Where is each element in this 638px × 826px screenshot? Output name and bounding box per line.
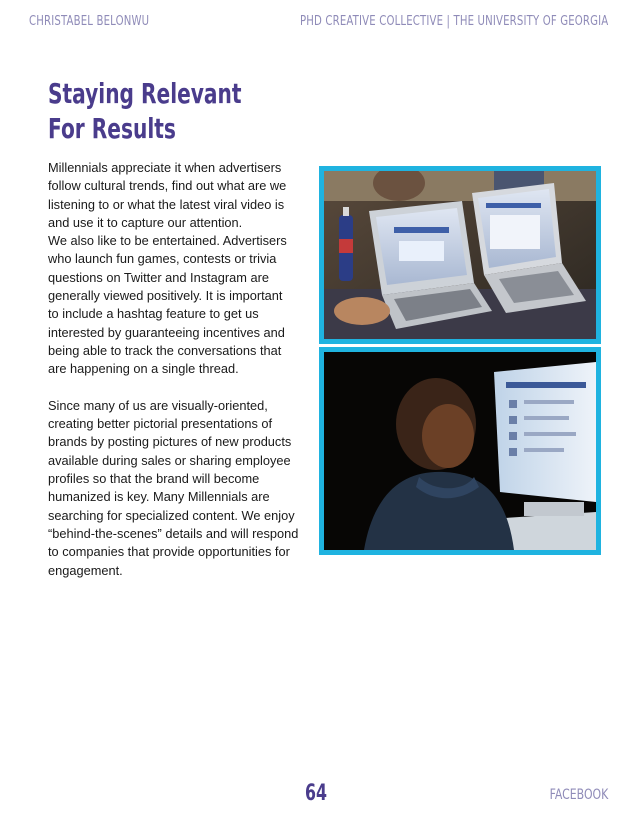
- paragraph-1-line: to include a hashtag feature to get us: [48, 306, 259, 322]
- paragraph-1-line: questions on Twitter and Instagram are: [48, 269, 269, 285]
- page-title-line-2: For Results: [48, 112, 176, 145]
- body-text: [48, 159, 316, 580]
- header-author: CHRISTABEL BELONWU: [29, 14, 150, 29]
- photo-students-laptops: [319, 166, 601, 344]
- photo-student-desktop: [319, 347, 601, 555]
- paragraph-2-line: profiles so that the brand will become: [48, 471, 260, 487]
- paragraph-1-line: interested by guaranteeing incentives and: [48, 324, 285, 340]
- paragraph-2-line: Since many of us are visually-oriented,: [48, 397, 268, 413]
- paragraph-2-line: brands by posting pictures of new products: [48, 434, 292, 450]
- paragraph-1-line: are happening on a single thread.: [48, 361, 239, 377]
- laptops-illustration: [324, 171, 596, 339]
- paragraph-gap: [48, 379, 316, 397]
- paragraph-1-line: who launch fun games, contests or trivia: [48, 251, 277, 267]
- paragraph-1-line: and use it to capture our attention.: [48, 214, 243, 230]
- paragraph-2-line: searching for specialized content. We enjoy: [48, 507, 295, 523]
- paragraph-2-line: creating better pictorial presentations of: [48, 416, 273, 432]
- page-number: 64: [305, 781, 328, 806]
- paragraph-2-line: engagement.: [48, 562, 123, 578]
- header-organization: PHD CREATIVE COLLECTIVE | THE UNIVERSITY OF GEORGIA: [299, 14, 608, 29]
- page-title-line-1: Staying Relevant: [48, 77, 242, 110]
- desktop-illustration: [324, 352, 596, 550]
- page-title: [48, 76, 242, 146]
- paragraph-1-line: follow cultural trends, find out what are we: [48, 178, 287, 194]
- footer-section: FACEBOOK: [549, 787, 608, 803]
- paragraph-1-line: Millennials appreciate it when advertisers: [48, 160, 282, 175]
- paragraph-1-line: listening to or what the latest viral video is: [48, 196, 285, 212]
- paragraph-2-line: available during sales or sharing employee: [48, 452, 291, 468]
- paragraph-1-line: generally viewed positively. It is important: [48, 288, 283, 304]
- paragraph-1-line: being able to track the conversations that: [48, 342, 282, 358]
- paragraph-2-line: “behind-the-scenes” details and will respond: [48, 525, 299, 541]
- paragraph-2-line: to companies that provide opportunities for: [48, 544, 290, 560]
- paragraph-2-line: humanized is key. Many Millennials are: [48, 489, 270, 505]
- paragraph-1-line: We also like to be entertained. Advertisers: [48, 233, 287, 249]
